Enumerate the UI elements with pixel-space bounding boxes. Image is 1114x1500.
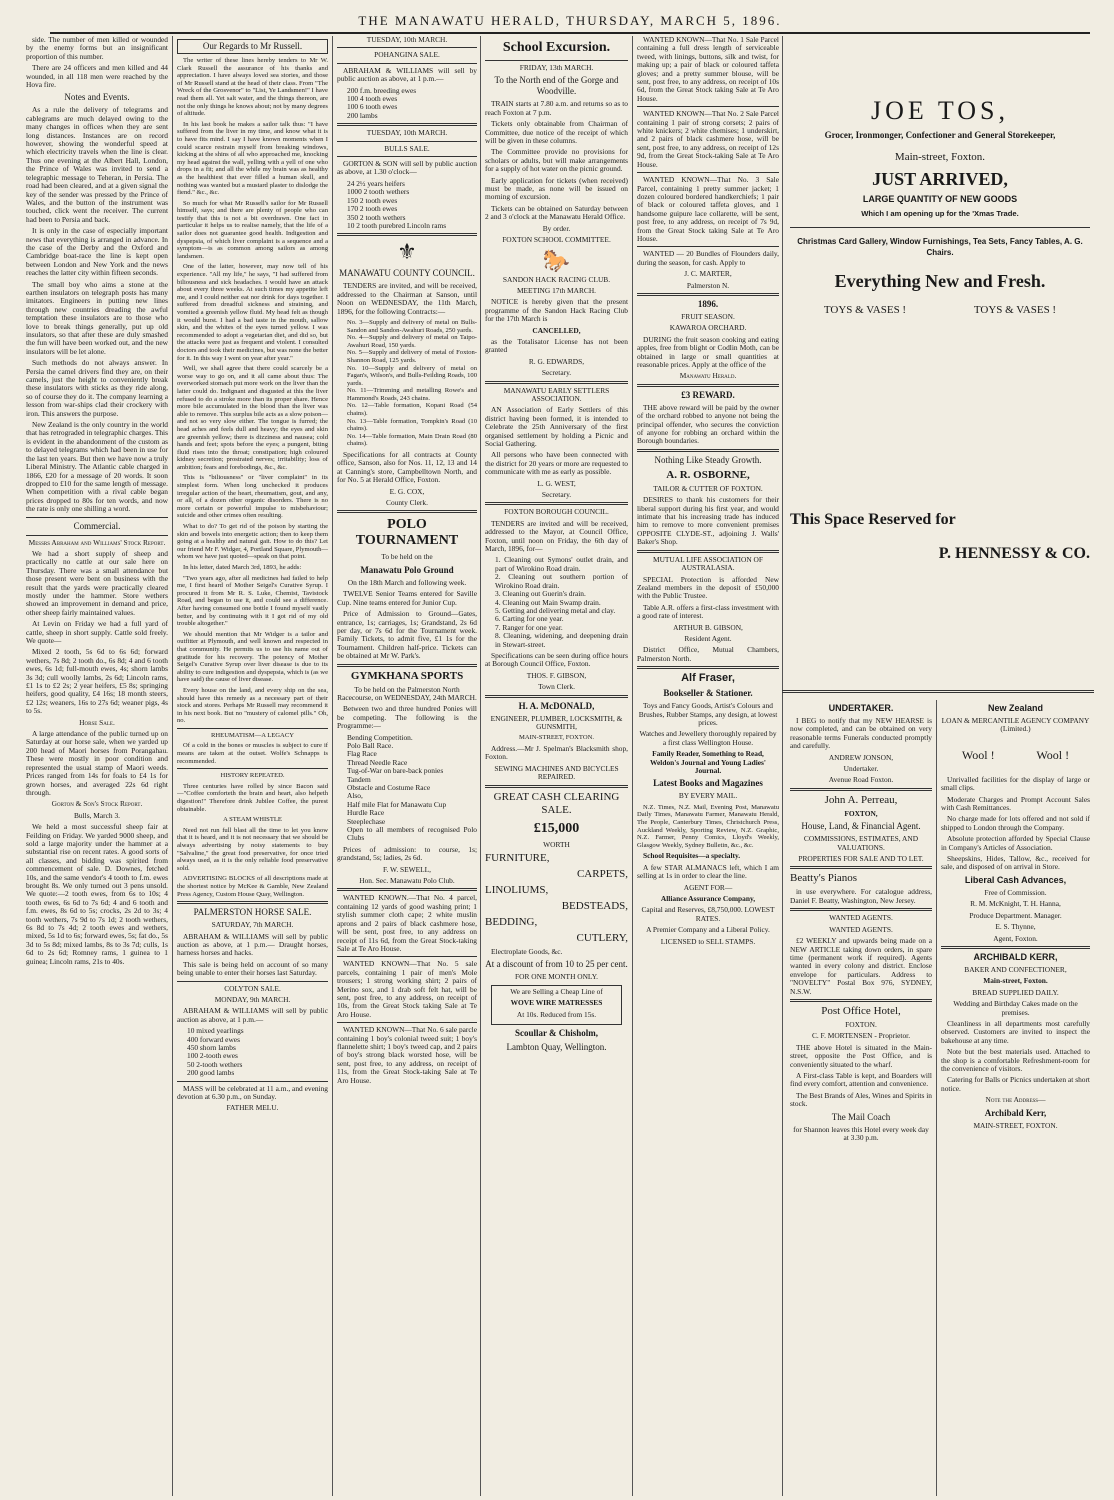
- classified-ad: WANTED KNOWN—That No. 1 Sale Parcel containing a full dress length of serviceable tweed, with linings, buttons, silk and twist, for making up; a pair of black or coloured taffeta gloves; and a pretty summer blouse, will be sent, post free, to any address, on receipt of 10s 6d, from the Great Stock taking Sale at Te Aro House.: [637, 36, 779, 103]
- ad-text: ABRAHAM & WILLIAMS will sell by public auction as above, at 1 p.m.—: [337, 65, 477, 84]
- ad-text: I BEG to notify that my NEW HEARSE is now completed, and can be obtained on very reasonable terms Funerals conducted promptly and carefully.: [790, 716, 932, 751]
- ad-title: £3 REWARD.: [681, 389, 735, 400]
- ad-text: N.Z. Times, N.Z. Mail, Evening Post, Manawatu Daily Times, Manawatu Farmer, Manawatu Herald, The People, Canterbury Times, Christchurch Press, Auckland Weekly, Sporting Review, N.Z. Graphic, N.Z. Farmer, Penny Comics, Lloyd's Weekly, Glasgow Weekly, Sydney Bulletin, &c., &c.: [637, 803, 779, 849]
- ad-title: FOXTON BOROUGH COUNCIL.: [504, 507, 609, 517]
- column-rule: [332, 36, 333, 1496]
- ad-text: ABRAHAM & WILLIAMS will sell by public auction as above, at 1 p.m.—: [177, 1006, 328, 1024]
- article-text: As a rule the delivery of telegrams and cablegrams are much delayed owing to the many changes in offices when they are sent long distances. Instances are on record however, showing the wonderful speed at which electricity travels when the line is clear. Thus one evening at the Albert Hall, London, the Prince of Wales was invited to send a telegraphic message to Teheran, in Persia. The road had been cleared, and at a given signal the key of the sender was pressed by the Prince of Wales, and the button of the instrument was touched, click went the receiver. The current had been to Persia and back.: [26, 105, 168, 224]
- signature: E. G. COX,: [389, 486, 425, 496]
- ad-title: MANAWATU EARLY SETTLERS ASSOCIATION.: [503, 385, 610, 403]
- list-item: No. 12—Table formation, Kopani Road (54 chains).: [347, 402, 477, 418]
- signature: E. S. Thynne,: [995, 922, 1036, 932]
- ad-text: FOR ONE MONTH ONLY.: [515, 972, 598, 982]
- ad-title: POHANGINA SALE.: [374, 50, 440, 60]
- list-item: 50 2-tooth wethers: [187, 1059, 243, 1069]
- classified-ad: WANTED KNOWN—That No. 5 sale parcels, containing 1 pair of men's Mole trousers; 1 strong working shirt; 2 pairs of Merino sox, and 1 drab soft felt hat, will be sent, post free, to any address, on receipt of 10s, from the Great Stock taking Sale at Te Aro House.: [337, 959, 477, 1019]
- list-item: 150 2 tooth ewes: [347, 195, 398, 205]
- ad-address: FOXTON,: [844, 808, 878, 818]
- list-item: BEDDING,: [485, 916, 538, 928]
- classified-ad: WANTED KNOWN—That No. 2 Sale Parcel containing 1 pair of strong corsets; 2 pairs of white knickers; 2 white chemises; 1 underskirt, and 2 pairs of black cashmere hose, will be sent, post free, to any address, on receipt of 12s 9d, from the Great Stock-taking Sale at Te Aro House.: [637, 109, 779, 169]
- article-text: In his letter, dated March 3rd, 1893, he adds:: [183, 564, 302, 571]
- list-item: 7. Ranger for one year.: [495, 622, 563, 632]
- ad-text: for Shannon leaves this Hotel every week day at 3.30 p.m.: [793, 1124, 929, 1142]
- ad-date: MEETING 17th MARCH.: [516, 285, 597, 295]
- ad-text: SEWING MACHINES AND BICYCLES REPAIRED.: [494, 763, 619, 782]
- ad-text: COMMISSIONS, ESTIMATES, AND VALUATIONS.: [803, 834, 919, 852]
- ad-text: Wedding and Birthday Cakes made on the premises.: [953, 999, 1078, 1017]
- ad-title: 1896.: [697, 298, 719, 309]
- ad-highlight: At a discount of from 10 to 25 per cent.: [485, 959, 628, 970]
- list-item: 2. Cleaning out southern portion of Wirokino Road drain.: [495, 572, 628, 590]
- list-item: Open to all members of recognised Polo Clubs: [347, 825, 477, 843]
- ad-subtitle: Manawatu Polo Ground: [360, 564, 454, 575]
- article-text: We had a short supply of sheep and practically no cattle at our sale here on Thursday. There was a small attendance but those present were bent on business with the result that the yards were practically cleared mostly under the hammer. Store wethers showed an improvement in demand and price, other sheep fairly maintained values.: [26, 548, 168, 617]
- ad-subtitle: LOAN & MERCANTILE AGENCY COMPANY (Limited.): [941, 716, 1090, 734]
- ad-title: BULLS SALE.: [384, 143, 430, 153]
- ad-text: PROPERTIES FOR SALE AND TO LET.: [798, 854, 924, 864]
- article-text: We should mention that Mr Widger is a tailor and outfitter at Plymouth, and well known and respected in that community. He permits us to use his name out of gratitude for his recovery. The potency of Mother Seigel's Curative Syrup over liver disease is due to its ability to cure indigestion and dyspepsia, which is (as we have said) the cause of liver disease.: [177, 630, 328, 684]
- ad-text: Family Reader, Something to Read, Weldon's Journal and Young Ladies' Journal.: [650, 749, 766, 775]
- ad-amount: £15,000: [533, 820, 580, 836]
- ad-text: Toys and Fancy Goods, Artist's Colours and Brushes, Rubber Stamps, any design, at lowest prices.: [638, 701, 778, 727]
- ad-date: FRIDAY, 13th MARCH.: [519, 63, 594, 72]
- ad-title: UNDERTAKER.: [828, 703, 894, 713]
- ad-text: Prices of admission: to course, 1s; grandstand, 5s; ladies, 2s 6d.: [337, 844, 477, 863]
- ad-text: as the Totalisator License has not been granted: [485, 336, 628, 355]
- classified-ad: WANTED KNOWN—That No. 3 Sale Parcel, containing 1 pretty summer jacket; 1 dozen coloured bordered handkerchiefs; 1 pair of black or coloured taffeta gloves, and 1 handsome guipure lace collarette, will be sent, post free, to any address, on receipt of 7s 9d, from the Great Stock taking Sale at Te Aro House.: [637, 175, 779, 243]
- ad-text: TWELVE Senior Teams entered for Saville Cup. Nine teams entered for Junior Cup.: [337, 589, 477, 607]
- column-ads-right: [941, 700, 1090, 1496]
- ad-text: Christmas Card Gallery, Window Furnishings, Tea Sets, Fancy Tables, A. G. Chairs.: [797, 237, 1083, 257]
- list-item: 6. Carting for one year.: [495, 614, 564, 624]
- ad-text: Cleanliness in all departments most carefully observed. Customers are invited to inspect the bakehouse at any time.: [941, 1018, 1090, 1045]
- signature: Town Clerk.: [538, 682, 575, 692]
- ad-text: Specifications for all contracts at County office, Sanson, also for Nos. 11, 12, 13 and 14 at Canning's store, Campbelltown North, and for No. 5 at Herald Office, Foxton.: [337, 450, 477, 485]
- signature: Secretary.: [541, 490, 572, 500]
- list-item: 450 shorn lambs: [187, 1043, 236, 1053]
- article-text: "Two years ago, after all medicines had failed to help me, I first heard of Mother Seigel's Curative Syrup. I procured it from Mr R. S. Luke, Chemist, Tavistock Road, and began to use it, and could see a difference. After having consumed one bottle I found myself vastly better, and by continuing with it I got rid of my old trouble altogether.": [177, 574, 328, 628]
- ad-date: TUESDAY, 10th MARCH.: [366, 128, 448, 138]
- article-text: side. The number of men killed or wounded by the enemy forms but an insignificant proportion of this number.: [26, 36, 168, 61]
- list-item: Thread Needle Race: [347, 757, 408, 767]
- ad-title: MUTUAL LIFE ASSOCIATION OF AUSTRALASIA.: [653, 554, 763, 573]
- article-text: In his last book he makes a sailor talk thus: "I have suffered from the liver in my time, and know what it is to have fits mind. I say I have known moments when I could scarce restrain myself from breaking windows, kicking at the shins of all who approached me, knocking my head against the wall, yelling with a yell of one who drops in a fit; and all the while my brain was as healthy as the healthiest that ever filled a human skull, and nothing was wanted but a mustard plaster to dislodge the fiend." &c., &c.: [177, 120, 328, 197]
- column-rule: [936, 700, 937, 1496]
- ad-subtitle: TAILOR & CUTTER OF FOXTON.: [653, 483, 763, 493]
- ad-text: TENDERS are invited, and will be received, addressed to the Chairman at Sanson, until Noon on WEDNESDAY, the 11th March, 1896, for the following Contracts:—: [337, 281, 477, 316]
- signature: Palmerston N.: [686, 280, 730, 290]
- ad-title: John A. Perreau,: [824, 793, 898, 806]
- report-dateline: Bulls, March 3.: [74, 810, 120, 820]
- list-item: Obstacle and Costume Race: [347, 783, 431, 792]
- list-item: Hurdle Race: [347, 808, 385, 818]
- ad-text: Between two and three hundred Ponies will be competing. The following is the Programme:—: [337, 704, 477, 731]
- report-title: Messrs Abraham and Williams' Stock Report.: [28, 537, 166, 547]
- report-title: Gorton & Son's Stock Report.: [51, 799, 143, 809]
- ad-box: We are Selling a Cheap Line of WOVE WIRE MATRESSES At 10s. Reduced from 15s.: [491, 985, 622, 1025]
- ad-text: Watches and Jewellery thoroughly repaired by a first class Wellington House.: [639, 729, 777, 747]
- ad-address: MAIN-STREET, FOXTON.: [973, 1120, 1058, 1130]
- article-text: Of a cold in the bones or muscles is subject to cure if means are taken at the outset. Wolfe's Schnapps is recommended.: [177, 742, 328, 765]
- ad-title: Scoullar & Chisholm,: [514, 1028, 599, 1039]
- divider: [782, 690, 1094, 693]
- signature: County Clerk.: [386, 498, 428, 508]
- ad-date: TUESDAY, 10th MARCH.: [366, 36, 448, 44]
- signature: R. M. McKnight, T. H. Hanna,: [970, 899, 1061, 909]
- column-ads-left: [790, 700, 932, 1496]
- ad-date: SATURDAY, 7th MARCH.: [211, 920, 294, 930]
- list-item: 24 2½ years heifers: [347, 178, 405, 188]
- column-classifieds: [637, 36, 779, 1496]
- article-text: Mixed 2 tooth, 5s 6d to 6s 6d; forward wethers, 7s 8d; 2 tooth do., 6s 8d; 4 and 6 tooth ewes, 6s 1d; full-mouth ewes, 4s; shorn lambs 3s 3d; cull woolly lambs, 2s 6d; Lincoln rams, £1 1s to £2 2s; 2 year heifers, £5 8s; springing heifers, good quality, £4 16s; 18 month steers, £2 12s; weaners, 16s to 27s 6d; weaner pigs, 4s to 5s.: [26, 647, 168, 716]
- ad-text: Address.—Mr J. Spelman's Blacksmith shop, Foxton.: [485, 743, 628, 762]
- article-text: We held a most successful sheep fair at Feilding on Friday. We yarded 9000 sheep, and sold a large majority under the hammer at a substantial rise on recent rates. A good sorts of all classes, and bidding was spirited from commencement of sale. D. Downes, fetched 10s, and the same vendor's 4 tooth to f.m. ewes brought 8s. We only turned out 3 pens unsold. We quote:—2 tooth ewes, from 6s to 10s; 4 tooth ewes, 6s 6d to 7s 6d; 4 and 6 tooth and f.m. ewes, 8s 6d to 5s; crocks, 2s 2d to 3s; 4 tooth wethers, 7s 9d to 7s 1d; 2 tooth wethers, 6s 8d to 7s 4d; 2 tooth ewes and wethers, mixed, 5s 1d to 6s; forward ewes, 5s; fat do., 5s 3d to 5s 8d; mixed lambs, 8s to 3s 7d; culls, 1s 6d to 2s 6d; Romney rams, 1 guinea to 1 guinea; Lincoln rams, 21s to 40s.: [26, 822, 168, 966]
- list-item: Bending Competition.: [347, 732, 413, 742]
- ad-text: LARGE QUANTITY OF NEW GOODS: [862, 194, 1018, 204]
- list-item: Flag Race: [347, 749, 377, 759]
- ad-text: Tickets only obtainable from Chairman of Committee, due notice of the receipt of which will be given in these columns.: [485, 119, 628, 146]
- ad-title: PALMERSTON HORSE SALE.: [193, 907, 312, 918]
- item-title: A STEAM WHISTLE: [223, 816, 282, 824]
- article-text: Every house on the land, and every ship on the sea, should have this remedy as a necessary part of their stock and stores. Perhaps Mr Russell may recommend it in his next book. But no "mustery of calomel pills." Oh, no.: [177, 686, 328, 725]
- ad-text: Catering for Balls or Picnics undertaken at short notice.: [941, 1075, 1090, 1093]
- list-item: 1. Cleaning out Symons' outlet drain, and part of Wirokino Road drain.: [495, 555, 628, 573]
- column-rule: [632, 36, 633, 1496]
- column-rule: [782, 36, 783, 1496]
- column-rule: [480, 36, 481, 1496]
- ad-text: Price of Admission to Ground—Gates, entrance, 1s; carriages, 1s; Grandstand, 2s 6d per day, or 7s 6d for the Tournament week. Family Tickets, to admit five, £1 1s for the Tournament. Children half-price. Tickets can be obtained at Mr W. Park's.: [337, 609, 477, 661]
- ad-text: TENDERS are invited and will be received, addressed to the Mayor, at Council Office, Foxton, until noon on Friday, the 6th day of March, 1896, for—: [485, 518, 628, 554]
- ad-text: THE above reward will be paid by the owner of the orchard robbed to anyone not being the principal offender, who secures the conviction of anyone for robbing an orchard within the Borough boundaries.: [637, 402, 779, 446]
- article-text: Need not run full blast all the time to let you know that it is heard, and it is not necessary that we should be always advertising by noisy statements to buy "Salvaline," the great food preservative, for once tried always used, as it is the only reliable food preservative sold.: [177, 826, 328, 872]
- ad-text: A few STAR ALMANACS left, which I am selling at 1s in order to clear the line.: [637, 862, 779, 881]
- classified-ad: WANTED KNOWN.—That No. 4 parcel, containing 12 yards of good washing print; 1 stylish summer cloth cape; 2 white muslin aprons and 2 pairs of black cashmere hose, will be sent, post free, to any address on receipt of 11s 6d, from the Great Stock-taking Sale at Te Aro House.: [337, 893, 477, 953]
- list-item: 400 forward ewes: [187, 1034, 240, 1044]
- article-text: Well, we shall agree that there could scarcely be a worse way to go on, and it all came about thus: The overworked stomach put more work on the liver than the latter could do. Indignant and disgusted at this the liver refused to do a stroke more than its proper share. Hence more bile accumulated in the blood than the liver was able to remove. This surplus bile acts as a slow poison—and not so very slow either. The tongue is furred; the head aches and feels dull and heavy; the eyes and skin are greenish yellow; there is dizziness and nausea; cold hands and feet; spots before the eyes; a pungent, biting fluid rises into the throat; constipation; high coloured kidney secretion; prostrated nerves; irritability; loss of ambition; fears and forebodings, &c., &c.: [177, 365, 328, 471]
- ad-text: No charge made for lots offered and not sold if shipped to London through the Company.: [941, 814, 1090, 832]
- item-title: RHEUMATISM—A LEGACY: [211, 731, 294, 739]
- list-item: 200 lambs: [347, 110, 378, 120]
- article-text: This is "biliousness" or "liver complaint" in its simplest form. When long unchecked it produces irregular action of the heart, rheumatism, gout, and any, or all, of a dozen other organic disorders. There is no more certain or powerful impulse to misbehaviour; suicide and other crimes often resulting.: [177, 474, 328, 520]
- list-item: Half mile Flat for Manawatu Cup: [347, 799, 447, 809]
- list-item: No. 3—Supply and delivery of metal on Bulls-Sandon and Sandon-Awahuri Roads, 250 yards.: [347, 318, 477, 334]
- ad-text: All persons who have been connected with the district for 20 years or more are requested to communicate with me as early as possible.: [485, 450, 628, 477]
- ad-text: Sheepskins, Hides, Tallow, &c., received for sale, and disposed of on arrival in Store.: [941, 854, 1090, 872]
- signature: Archibald Kerr,: [984, 1107, 1047, 1118]
- ad-text: BREAD SUPPLIED DAILY.: [972, 987, 1059, 997]
- article-title: Our Regards to Mr Russell.: [177, 39, 328, 54]
- report-subtitle: Horse Sale.: [79, 717, 115, 727]
- ad-highlight: JUST ARRIVED,: [872, 169, 1008, 189]
- ad-text: LICENSED to SELL STAMPS.: [660, 936, 756, 946]
- masthead: THE MANAWATU HERALD, THURSDAY, MARCH 5, 1896.: [50, 10, 1090, 34]
- list-item: 350 2 tooth wethers: [347, 212, 406, 222]
- signature: FOXTON SCHOOL COMMITTEE.: [502, 235, 611, 245]
- article-text: The writer of these lines hereby tenders to Mr W. Clark Russell the assurance of his thanks and appreciation. I have always loved sea stories, and those of Mr Russell stand at the head of their class. From "The Wreck of the Grosvenor" to "List, Ye Landsmen!" I have read them all. Yet salt water, and the things thereon, are not the only things he knows about; not by many degrees of altitude.: [177, 57, 328, 118]
- signature: Agent, Foxton.: [993, 933, 1038, 943]
- ad-text: TOYS & VASES !: [973, 304, 1057, 316]
- list-item: 170 2 tooth ewes: [347, 204, 398, 214]
- list-item: Also,: [347, 791, 363, 801]
- list-item: No. 4—Supply and delivery of metal on Taipo-Awahuri Road, 150 yards.: [347, 334, 477, 349]
- ad-title: WANTED AGENTS.: [829, 913, 893, 923]
- ad-title: P. HENNESSY & CO.: [938, 545, 1090, 562]
- ad-subtitle: FRUIT SEASON.: [681, 311, 735, 321]
- ad-text: AN Association of Early Settlers of this district having been formed, it is intended to Celebrate the 25th Anniversary of the first organised settlement by holding a Picnic and Social Gathering.: [485, 405, 628, 448]
- signature: FATHER MELU.: [226, 1103, 279, 1113]
- list-item: No. 5—Supply and delivery of metal of Foxton-Shannon Road, 125 yards.: [347, 349, 477, 364]
- ad-highlight: Latest Books and Magazines: [653, 778, 763, 789]
- ad-highlight: Liberal Cash Advances,: [964, 874, 1067, 885]
- article-text: A large attendance of the public turned up on Saturday at our horse sale, when we yarded up 200 head of Maori horses from Porangahau. These were mostly in poor condition and represented the usual stamp of Maori weeds. Prices ranged from 14s for foals to £4 1s for grown horses, and averaged 22s 6d right through.: [26, 729, 168, 797]
- ad-address: Main-street, Foxton.: [894, 151, 986, 163]
- ad-title: Alf Fraser,: [681, 672, 735, 685]
- classified-ad: WANTED — 20 Bundles of Flounders daily, during the season, for cash. Apply to: [637, 249, 779, 267]
- column-russell: [177, 36, 328, 1496]
- list-item: 8. Cleaning, widening, and deepening drain in Stewart-street.: [495, 631, 628, 649]
- ad-text: Note but the best materials used. Attached to the shop is a comfortable Refreshment-room for the convenience of visitors.: [941, 1047, 1090, 1073]
- ad-highlight: Alliance Assurance Company,: [660, 894, 756, 903]
- ad-subtitle: WANTED AGENTS.: [829, 924, 893, 934]
- classified-ad: WANTED KNOWN—That No. 6 sale parcle containing 1 boy's colonial tweed suit; 1 boy's flannelette shirt; 1 boy's tweed cap, and 2 pairs of boy's strong black worsted hose, will be sent, post free, to any address, on receipt of 11s, from the Great Stock-taking Sale at Te Aro House.: [337, 1025, 477, 1085]
- list-item: Steeplechase: [347, 816, 386, 826]
- ad-subtitle: House, Land, & Financial Agent.: [801, 821, 921, 832]
- list-item: No. 10—Supply and delivery of metal on Fagan's, Wilson's, and Bulls-Feilding Roads, 100 yards.: [347, 364, 477, 387]
- ad-text: GORTON & SON will sell by public auction as above, at 1.30 o'clock—: [337, 159, 477, 177]
- ad-title: New Zealand: [987, 703, 1043, 713]
- list-item: CUTLERY,: [576, 932, 628, 944]
- signature: Secretary.: [541, 368, 572, 378]
- column-news: [26, 36, 168, 1496]
- ad-text: District Office, Mutual Chambers, Palmerston North.: [637, 645, 779, 663]
- signature: Avenue Road Foxton.: [828, 775, 894, 785]
- ad-text: NOTICE is hereby given that the present programme of the Sandon Hack Racing Club for the 17th March is: [485, 297, 628, 324]
- ad-text: The Committee provide no provisions for scholars or adults, but will make arrangements for a supply of hot water on the picnic ground.: [485, 147, 628, 174]
- ad-title: COLYTON SALE.: [224, 983, 281, 993]
- ad-text: TOYS & VASES !: [823, 304, 907, 316]
- ad-address: Lambton Quay, Wellington.: [506, 1042, 607, 1053]
- ad-title: Beatty's Pianos: [790, 872, 858, 885]
- ad-subtitle: Bookseller & Stationer.: [663, 688, 753, 699]
- ad-subtitle: Grocer, Ironmonger, Confectioner and General Storekeeper,: [824, 130, 1056, 140]
- column-notices: [485, 36, 628, 1496]
- ad-text: ABRAHAM & WILLIAMS will sell by public auction as above, at 1 p.m.— Draught horses, harness horses and hacks.: [177, 931, 328, 958]
- ad-text: A Premier Company and a Liberal Policy.: [646, 925, 770, 935]
- column-auctions: [337, 36, 477, 1496]
- ad-text: THE above Hotel is situated in the Main-street, opposite the Post Office, and is conveniently situated to the wharf.: [790, 1042, 932, 1069]
- ad-text: DURING the fruit season cooking and eating apples, free from blight or Codlin Moth, can be obtained in large or small quantities at reasonable prices. Apply at the office of the: [637, 334, 779, 369]
- list-item: 100 2-tooth ewes: [187, 1051, 238, 1061]
- signature: R. G. EDWARDS,: [528, 356, 585, 366]
- item-title: HISTORY REPEATED.: [220, 772, 285, 780]
- list-item: No. 13—Table formation, Tompkin's Road (10 chains).: [347, 417, 477, 433]
- crest-icon: ⚜: [397, 239, 417, 265]
- ad-text: in use everywhere. For catalogue address, Daniel F. Beatty, Washington, New Jersey.: [790, 887, 932, 905]
- ad-text: £2 WEEKLY and upwards being made on a NEW ARTICLE taking down orders, in spare time (permanent work if required). Agents wanted in every colony and district. Enclose envelope for particulars. Address to "NOVELTY" Postal Box 976, SYDNEY, N.S.W.: [790, 936, 932, 996]
- ad-text: Table A.R. offers a first-class investment with a good rate of interest.: [637, 602, 779, 621]
- ad-title: ARCHIBALD KERR,: [973, 951, 1058, 962]
- list-item: FURNITURE,: [485, 852, 550, 864]
- signature: Hon. Sec. Manawatu Polo Club.: [359, 876, 455, 886]
- article-text: So much for what Mr Russell's sailor for Mr Russell himself, says; and there are plenty of people who can testify that this is not a bit overdrawn. One fact in particular it helps us to realise namely, that the life of a sailor does not guarantee good health. Indigestion and dyspepsia, of which liver complaint is a sequence and a symptom—is as common among sailors as among landsmen.: [177, 199, 328, 260]
- article-text: There are 24 officers and men killed and 44 wounded, in all 118 men were reached by the Hova fire.: [26, 63, 168, 90]
- list-item: No. 11—Trimming and metalling Rowe's and Hammond's Roads, 243 chains.: [347, 387, 477, 402]
- list-item: 3. Cleaning out Guerin's drain.: [495, 589, 586, 599]
- ad-subtitle: KAWAROA ORCHARD.: [669, 323, 747, 333]
- ad-text: Specifications can be seen during office hours at Borough Council Office, Foxton.: [485, 650, 628, 669]
- ad-hennessy: [790, 500, 1090, 670]
- list-item: Polo Ball Race.: [347, 740, 394, 750]
- signature: THOS. F. GIBSON,: [526, 670, 587, 680]
- signature: Produce Department. Manager.: [969, 910, 1062, 920]
- signature: Undertaker.: [843, 764, 879, 774]
- article-text: What to do? To get rid of the poison by starting the skin and bowels into energetic action; then to keep them going at a healthy and natural gait. How to do this? Let our friend Mr F. Widger, 4, Portland Square, Plymouth—whom we have just quoted—speak on that point.: [177, 523, 328, 561]
- ad-text: This sale is being held on account of so many being unable to enter their horses last Saturday.: [177, 959, 328, 978]
- ad-text: Note the Address—: [985, 1095, 1046, 1105]
- signature: J. C. MARTER,: [684, 269, 732, 279]
- list-item: No. 14—Table formation, Main Drain Road (80 chains).: [347, 432, 477, 448]
- signature: Manawatu Herald.: [679, 371, 737, 381]
- article-text: Three centuries have rolled by since Bacon said—"Coffee comforteth the brain and heart, also helpeth digestion!" Therefore drink Jubilee Coffee, the purest obtainable.: [177, 782, 328, 813]
- list-item: 10 mixed yearlings: [187, 1026, 244, 1036]
- ad-title: POLO TOURNAMENT: [355, 517, 459, 549]
- ad-text: WORTH: [543, 839, 570, 849]
- list-item: 200 good lambs: [187, 1068, 235, 1078]
- ad-subtitle: BAKER AND CONFECTIONER,: [964, 964, 1067, 974]
- article-text: The small boy who aims a stone at the earthen insulators on telegraph posts has many imitators. Engineers in putting new lines through new countries dreading the awful temptation these insulators are to those who love to break things generally, put up old insulators, so that after these are duly smashed the fun will have been worked out, and the new insulators will be let alone.: [26, 279, 168, 356]
- ad-highlight: Wool !: [1036, 747, 1070, 762]
- article-text: ADVERTISING BLOCKS of all descriptions made at the shortest notice by McKee & Gamble, New Zealand Press Agency, Custom House Quay, Wellington.: [177, 875, 328, 898]
- list-item: 100 4 tooth ewes: [347, 94, 398, 104]
- ad-text: Unrivalled facilities for the display of large or small clips.: [941, 774, 1090, 793]
- ad-title: School Excursion.: [502, 40, 611, 55]
- section-heading: Notes and Events.: [64, 92, 130, 103]
- ad-address: MAIN-STREET, FOXTON.: [518, 734, 595, 742]
- article-text: One of the latter, however, may now tell of his experience. "All my life," he says, "I had suffered from biliousness and sick headaches. I would have an attack about every three weeks. At such times my appetite left me, and I could neither eat nor drink for days together. I suffered from dreadful sickness and straining, and vomited a greenish yellow fluid. My head felt as though it would burst. I had a bad taste in the mouth, sallow skin, and the whites of the eyes turned yellow. I was recommended to adopt a vegetarian diet, and did so, but the attacks were just as frequent and violent. I consulted doctors and took their medicines, but was none the better for it. In this way I went on year after year.": [177, 263, 328, 362]
- list-item: 10 2 tooth purebred Lincoln rams: [347, 220, 447, 230]
- list-item: CARPETS,: [576, 868, 628, 880]
- ad-text: Free of Commission.: [984, 887, 1047, 897]
- signature: ARTHUR B. GIBSON,: [673, 622, 743, 632]
- ad-text: The Best Brands of Ales, Wines and Spirits in stock.: [790, 1090, 932, 1109]
- ad-text: BY EVERY MAIL.: [678, 791, 738, 801]
- ad-title: Post Office Hotel,: [821, 1004, 901, 1017]
- ad-text: Moderate Charges and Prompt Account Sales with Cash Remittances.: [941, 794, 1090, 813]
- ad-address: Main-street, Foxton.: [983, 976, 1048, 986]
- list-item: Tandem: [347, 774, 371, 784]
- list-item: 1000 2 tooth wethers: [347, 187, 410, 197]
- ad-text: Capital and Reserves, £8,750,000. LOWEST RATES.: [641, 905, 775, 923]
- signature: By order.: [542, 223, 571, 233]
- article-text: New Zealand is the only country in the world that has retrograded in telegraphic charges. This is evident in the abandonment of the custom as to delayed telegrams which had been in use for the last ten years. But then we have now a truly Liberal Ministry. The Atlantic cable charged in 1866, £20 for a message of 20 words. It soon dropped to £10 for the same length of message. When competition with a rival cable began prices dropped to 80s for ten words, and now the rate is only one shilling a word.: [26, 420, 168, 514]
- list-item: 200 f.m. breeding ewes: [347, 85, 417, 95]
- ad-highlight: School Requisites—a specialty.: [643, 851, 741, 861]
- ad-text: A First-class Table is kept, and Boarders will find every comfort, attention and convenience.: [790, 1070, 932, 1089]
- ad-text: AGENT FOR—: [683, 882, 733, 892]
- ad-address: FOXTON.: [845, 1019, 877, 1029]
- ad-title: SANDON HACK RACING CLUB.: [502, 274, 611, 284]
- ad-text: To be held on the: [381, 552, 433, 562]
- ad-date: On the 18th March and following week.: [347, 577, 467, 587]
- horse-race-icon: 🐎: [542, 247, 571, 273]
- ad-highlight: Wool !: [961, 747, 995, 762]
- ad-highlight: Everything New and Fresh.: [834, 271, 1046, 291]
- ad-subtitle: The Mail Coach: [831, 1111, 891, 1122]
- ad-text: SPECIAL Protection is afforded New Zealand members in the deposit of £50,000 with the Public Trustee.: [637, 574, 779, 601]
- column-rule: [172, 36, 173, 1496]
- ad-title: H. A. McDONALD,: [518, 700, 595, 711]
- ad-highlight: CANCELLED,: [532, 325, 581, 335]
- list-item: 5. Getting and delivering metal and clay.: [495, 605, 616, 615]
- ad-text: Which I am opening up for the 'Xmas Trade.: [861, 209, 1019, 218]
- ad-title: Nothing Like Steady Growth.: [654, 454, 762, 465]
- ad-title: MANAWATU COUNTY COUNCIL.: [339, 268, 475, 279]
- ad-joe-tos: [790, 36, 1090, 516]
- ad-text: Absolute protection afforded by Special Clause in Company's Articles of Association.: [941, 834, 1090, 852]
- signature: F. W. SEWELL,: [382, 864, 432, 874]
- signature: ANDREW JONSON,: [828, 752, 894, 762]
- article-text: At Levin on Friday we had a full yard of cattle, sheep in short supply. Cattle sold freely. We quote—: [26, 619, 168, 645]
- ad-title: GYMKHANA SPORTS: [350, 669, 464, 682]
- ad-title: JOE TOS,: [871, 96, 1009, 125]
- ad-text: Tickets can be obtained on Saturday between 2 and 3 o'clock at the Manawatu Herald Office.: [485, 203, 628, 222]
- ad-text: C. F. MORTENSEN - Proprietor.: [811, 1031, 911, 1041]
- list-item: 100 6 tooth ewes: [347, 102, 398, 112]
- ad-text: To be held on the Palmerston North Racecourse, on WEDNESDAY, 24th MARCH.: [337, 684, 477, 702]
- list-item: LINOLIUMS,: [485, 884, 549, 896]
- signature: L. G. WEST,: [537, 478, 576, 488]
- ad-text: Early application for tickets (when received) must be made, as none will be issued on morning of excursion.: [485, 175, 628, 202]
- ad-text: MASS will be celebrated at 11 a.m., and evening devotion at 6.30 p.m., on Sunday.: [177, 1083, 328, 1102]
- list-item: 4. Cleaning out Main Swamp drain.: [495, 597, 601, 607]
- list-item: BEDSTEADS,: [561, 900, 628, 912]
- ad-subtitle: To the North end of the Gorge and Woodville.: [494, 75, 619, 97]
- list-item: Tug-of-War on bare-back ponies: [347, 766, 444, 776]
- section-heading: Commercial.: [73, 520, 121, 531]
- ad-subtitle: ENGINEER, PLUMBER, LOCKSMITH, & GUNSMITH,: [490, 713, 623, 731]
- ad-title: A. R. OSBORNE,: [666, 468, 750, 481]
- ad-text: Electroplate Goods, &c.: [491, 947, 563, 956]
- article-text: Such methods do not always answer. In Persia the camel drivers find they are, on their camels, just the height to conveniently break these insulators with sticks as they ride along, so of course they do it. The company learning a lesson from war-ships clad their crockery with iron. This answers the purpose.: [26, 358, 168, 418]
- ad-date: MONDAY, 9th MARCH.: [214, 995, 291, 1004]
- article-text: It is only in the case of especially important news that everything is arranged in advance. In the case of the Derby and the Oxford and Cambridge boat-race the line is kept open between London and New York and the news reaches the latter city within fifteen seconds.: [26, 226, 168, 278]
- ad-text: TRAIN starts at 7.80 a.m. and returns so as to reach Foxton at 7 p.m.: [485, 99, 628, 117]
- ad-text: DESIRES to thank his customers for their liberal support during his first year, and would intimate that his increasing trade has induced him to remove to more convenient premises OPPOSITE CLYDE-ST., adjoining J. Walls' Baker's Shop.: [637, 495, 779, 547]
- ad-title: This Space Reserved for: [790, 511, 956, 528]
- ad-title: GREAT CASH CLEARING SALE.: [493, 790, 620, 816]
- signature: Resident Agent.: [684, 633, 732, 643]
